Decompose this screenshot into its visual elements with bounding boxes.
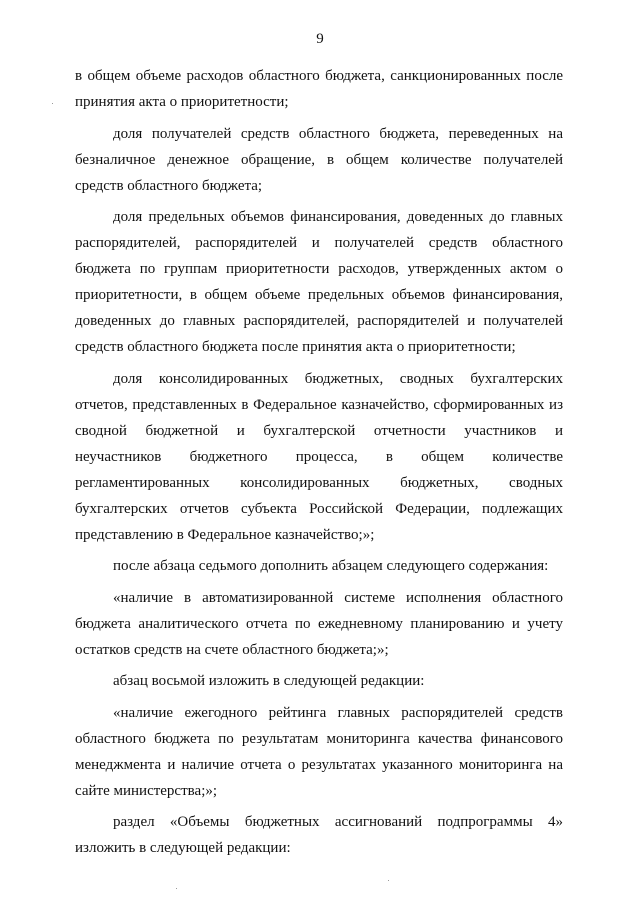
- paragraph: абзац восьмой изложить в следующей редакции:: [113, 673, 425, 689]
- scan-speck: [388, 880, 389, 881]
- page-number: 9: [316, 31, 324, 47]
- paragraph: «наличие ежегодного рейтинга главных распорядителей средств областного бюджета по результатам мониторинга качества финансового менеджмента и наличие отчета о результатах указанного мониторинга на сайте министерства;»;: [75, 704, 563, 799]
- scan-speck: [176, 888, 177, 889]
- paragraph: доля получателей средств областного бюджета, переведенных на безналичное денежное обращение, в общем количестве получателей средств областного бюджета;: [75, 125, 563, 194]
- scan-speck: [52, 103, 53, 104]
- document-body: [75, 63, 563, 867]
- paragraph: в общем объеме расходов областного бюджета, санкционированных после принятия акта о приоритетности;: [75, 68, 563, 110]
- paragraph: «наличие в автоматизированной системе исполнения областного бюджета аналитического отчета по ежедневному планированию и учету остатков средств на счете областного бюджета;»;: [75, 589, 563, 658]
- paragraph: доля предельных объемов финансирования, доведенных до главных распорядителей, распорядителей и получателей средств областного бюджета по группам приоритетности расходов, утвержденных актом о приоритетности, в общем объеме предельных объемов финансирования, доведенных до главных распорядителей, распорядителей и получателей средств областного бюджета после принятия акта о приоритетности;: [75, 209, 563, 355]
- paragraph: доля консолидированных бюджетных, сводных бухгалтерских отчетов, представленных в Федеральное казначейство, сформированных из сводной бюджетной и бухгалтерской отчетности участников и неучастников бюджетного процесса, в общем количестве регламентированных консолидированных бюджетных, сводных бухгалтерских отчетов субъекта Российской Федерации, подлежащих представлению в Федеральное казначейство;»;: [75, 370, 563, 543]
- paragraph: после абзаца седьмого дополнить абзацем следующего содержания:: [113, 558, 549, 574]
- paragraph: раздел «Объемы бюджетных ассигнований подпрограммы 4» изложить в следующей редакции:: [75, 814, 563, 856]
